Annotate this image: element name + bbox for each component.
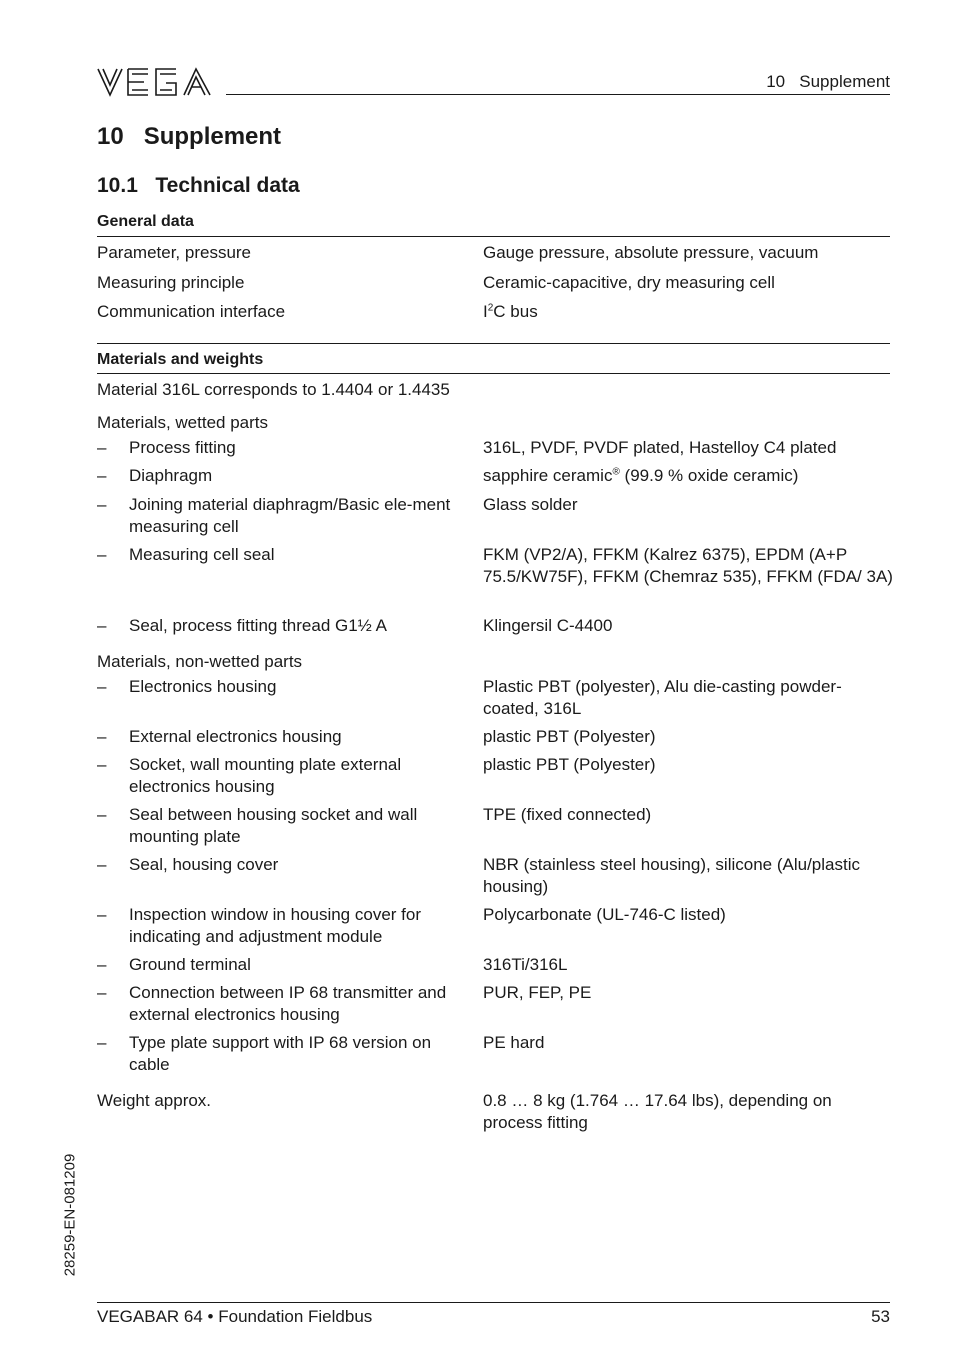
list-dash: – [97, 677, 107, 696]
wetted-item-label: Joining material diaphragm/Basic ele-ment measuring cell [129, 495, 451, 536]
general-label: Measuring principle [97, 273, 245, 292]
list-dash: – [97, 955, 107, 974]
wetted-item-label: Process fitting [129, 438, 236, 457]
nonwetted-item-label: Ground terminal [129, 955, 251, 974]
nonwetted-item-value: plastic PBT (Polyester) [483, 755, 656, 774]
nonwetted-item-label: Socket, wall mounting plate external electronics housing [129, 755, 402, 796]
list-dash: – [97, 983, 107, 1002]
nonwetted-heading: Materials, non-wetted parts [97, 652, 303, 671]
general-label: Parameter, pressure [97, 243, 252, 262]
nonwetted-item-label: Electronics housing [129, 677, 277, 696]
general-data-title: General data [97, 213, 194, 230]
document-code: 28259-EN-081209 [61, 1153, 79, 1277]
wetted-item-label: Measuring cell seal [129, 545, 275, 564]
footer-product: VEGABAR 64 • Foundation Fieldbus [97, 1307, 373, 1326]
general-value: Gauge pressure, absolute pressure, vacuum [483, 243, 819, 262]
wetted-item-label: Diaphragm [129, 466, 213, 485]
list-dash: – [97, 495, 107, 514]
nonwetted-item-label: External electronics housing [129, 727, 342, 746]
nonwetted-item-label: Seal, housing cover [129, 855, 279, 874]
materials-title: Materials and weights [97, 351, 264, 368]
list-dash: – [97, 1033, 107, 1052]
list-dash: – [97, 438, 107, 457]
wetted-heading: Materials, wetted parts [97, 413, 269, 432]
general-value: $I^2C$ bus [483, 302, 538, 321]
footer-rule [97, 1302, 890, 1303]
nonwetted-item-value: TPE (fixed connected) [483, 805, 652, 824]
nonwetted-item-value: Plastic PBT (polyester), Alu die-casting powder-coated, 316L [483, 677, 842, 718]
general-value: Ceramic-capacitive, dry measuring cell [483, 273, 775, 292]
nonwetted-item-value: PE hard [483, 1033, 545, 1052]
weight-value: 0.8 … 8 kg (1.764 … 17.64 lbs), depending on process fitting [483, 1091, 832, 1132]
chapter-title: 10 Supplement [97, 123, 282, 150]
vega-logo [96, 66, 214, 98]
list-dash: – [97, 855, 107, 874]
list-dash: – [97, 545, 107, 564]
list-dash: – [97, 905, 107, 924]
list-dash: – [97, 755, 107, 774]
materials-note: Material 316L corresponds to 1.4404 or 1.4435 [97, 380, 450, 399]
wetted-item-value: Klingersil C-4400 [483, 616, 613, 635]
list-dash: – [97, 805, 107, 824]
wetted-item-value: FKM (VP2/A), FFKM (Kalrez 6375), EPDM (A+P 75.5/KW75F), FFKM (Chemraz 535), FFKM (FDA/ 3A) [483, 545, 893, 586]
general-label: Communication interface [97, 302, 286, 321]
nonwetted-item-value: 316Ti/316L [483, 955, 568, 974]
section-title: 10.1 Technical data [97, 174, 300, 197]
nonwetted-item-label: Seal between housing socket and wall mounting plate [129, 805, 418, 846]
materials-rule [97, 373, 890, 374]
list-dash: – [97, 466, 107, 485]
wetted-item-value: Glass solder [483, 495, 578, 514]
svg-text:VEGA: VEGA [96, 66, 99, 67]
list-dash: – [97, 616, 107, 635]
weight-label: Weight approx. [97, 1091, 212, 1110]
list-dash: – [97, 727, 107, 746]
materials-rule-top [97, 343, 890, 344]
header-section-label: 10 Supplement [766, 72, 890, 91]
page-number: 53 [871, 1307, 890, 1326]
header-rule [226, 94, 890, 95]
nonwetted-item-value: plastic PBT (Polyester) [483, 727, 656, 746]
wetted-item-label: Seal, process fitting thread G1½ A [129, 616, 387, 635]
nonwetted-item-value: Polycarbonate (UL-746-C listed) [483, 905, 726, 924]
general-data-rule [97, 236, 890, 237]
nonwetted-item-value: PUR, FEP, PE [483, 983, 592, 1002]
nonwetted-item-label: Type plate support with IP 68 version on cable [129, 1033, 432, 1074]
nonwetted-item-value: NBR (stainless steel housing), silicone (Alu/plastic housing) [483, 855, 860, 896]
nonwetted-item-label: Inspection window in housing cover for indicating and adjustment module [129, 905, 421, 946]
wetted-item-value: sapphire ceramic® (99.9 % oxide ceramic) [483, 466, 799, 485]
nonwetted-item-label: Connection between IP 68 transmitter and external electronics housing [129, 983, 447, 1024]
wetted-item-value: 316L, PVDF, PVDF plated, Hastelloy C4 plated [483, 438, 837, 457]
